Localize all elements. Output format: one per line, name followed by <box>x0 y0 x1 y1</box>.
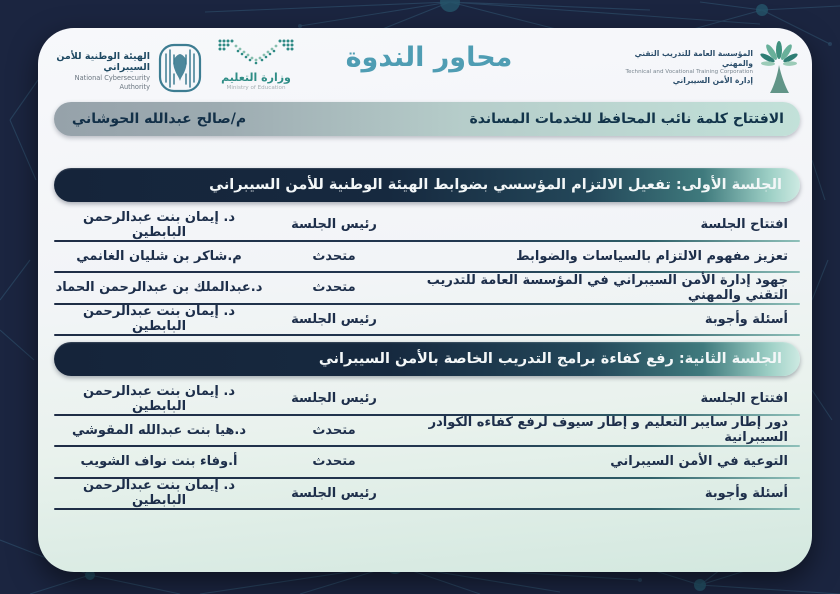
agenda-card <box>38 28 812 572</box>
page-title: محاور الندوة <box>345 42 513 73</box>
role-cell: متحدث <box>312 454 356 470</box>
topic-cell: أسئلة وأجوبة <box>704 311 788 327</box>
opening-row <box>54 102 800 136</box>
role-cell: رئيس الجلسة <box>291 311 377 327</box>
moe-logo-english-name: Ministry of Education <box>226 85 286 91</box>
tvtc-logo-arabic-name: المؤسسة العامة للتدريب التقني والمهني <box>634 49 753 69</box>
table-row <box>54 305 800 335</box>
topic-cell: افتتاح الجلسة <box>700 391 788 407</box>
nca-logo-arabic-name: الهيئة الوطنية للأمن السيبراني <box>56 50 150 74</box>
nca-emblem-icon <box>157 42 203 100</box>
role-cell: متحدث <box>312 248 356 264</box>
topic-cell: أسئلة وأجوبة <box>704 485 788 501</box>
topic-cell: التوعية في الأمن السيبراني <box>610 454 788 470</box>
table-row <box>54 479 800 509</box>
session-1-header <box>54 168 800 202</box>
session-2-title: الجلسة الثانية: رفع كفاءة برامج التدريب الخاصة بالأمن السيبراني <box>318 351 782 367</box>
name-cell: د.عبدالملك بن عبدالرحمن الحماد <box>55 280 263 296</box>
tvtc-palm-emblem-icon <box>758 38 800 98</box>
moe-emblem-icon <box>216 51 296 70</box>
table-row <box>54 273 800 303</box>
tvtc-logo-english-name: Technical and Vocational Training Corporation <box>625 68 753 75</box>
session-1-schedule <box>54 210 800 336</box>
table-row <box>54 416 800 446</box>
role-cell: متحدث <box>312 422 356 438</box>
opening-topic: الافتتاح كلمة نائب المحافظ للخدمات المساندة <box>469 111 784 127</box>
nca-logo-english-name: National Cybersecurity Authority <box>74 74 150 91</box>
opening-speaker-name: م/صالح عبدالله الحوشاني <box>71 111 247 127</box>
nca-logo <box>54 42 203 100</box>
moe-logo-arabic-name: وزارة التعليم <box>221 71 291 84</box>
table-row <box>54 210 800 240</box>
name-cell: م.شاكر بن شليان الغانمي <box>76 248 242 264</box>
topic-cell: دور إطار سايبر التعليم و إطار سيوف لرفع كفاءه الكوادر السيبرانية <box>428 415 788 446</box>
session-2-schedule <box>54 384 800 510</box>
name-cell: د. إيمان بنت عبدالرحمن البابطين <box>82 383 236 414</box>
name-cell: أ.وفاء بنت نواف الشويب <box>80 454 238 470</box>
role-cell: متحدث <box>312 280 356 296</box>
table-row <box>54 242 800 272</box>
table-row <box>54 447 800 477</box>
row-divider <box>54 508 800 510</box>
name-cell: د. إيمان بنت عبدالرحمن البابطين <box>82 478 236 509</box>
table-row <box>54 384 800 414</box>
moe-logo <box>214 38 298 91</box>
tvtc-logo-department: إدارة الأمن السيبراني <box>672 76 753 86</box>
name-cell: د.هيا بنت عبدالله المقوشي <box>71 422 247 438</box>
row-divider <box>54 334 800 336</box>
name-cell: د. إيمان بنت عبدالرحمن البابطين <box>82 304 236 335</box>
role-cell: رئيس الجلسة <box>291 217 377 233</box>
name-cell: د. إيمان بنت عبدالرحمن البابطين <box>82 209 236 240</box>
tvtc-logo <box>621 38 800 98</box>
topic-cell: تعزيز مفهوم الالتزام بالسياسات والضوابط <box>516 248 788 264</box>
session-2-header <box>54 342 800 376</box>
role-cell: رئيس الجلسة <box>291 485 377 501</box>
topic-cell: جهود إدارة الأمن السيبراني في المؤسسة العامة للتدريب التقني والمهني <box>426 272 788 303</box>
topic-cell: افتتاح الجلسة <box>700 217 788 233</box>
session-1-title: الجلسة الأولى: تفعيل الالتزام المؤسسي بضوابط الهيئة الوطنية للأمن السيبراني <box>209 177 782 193</box>
role-cell: رئيس الجلسة <box>291 391 377 407</box>
